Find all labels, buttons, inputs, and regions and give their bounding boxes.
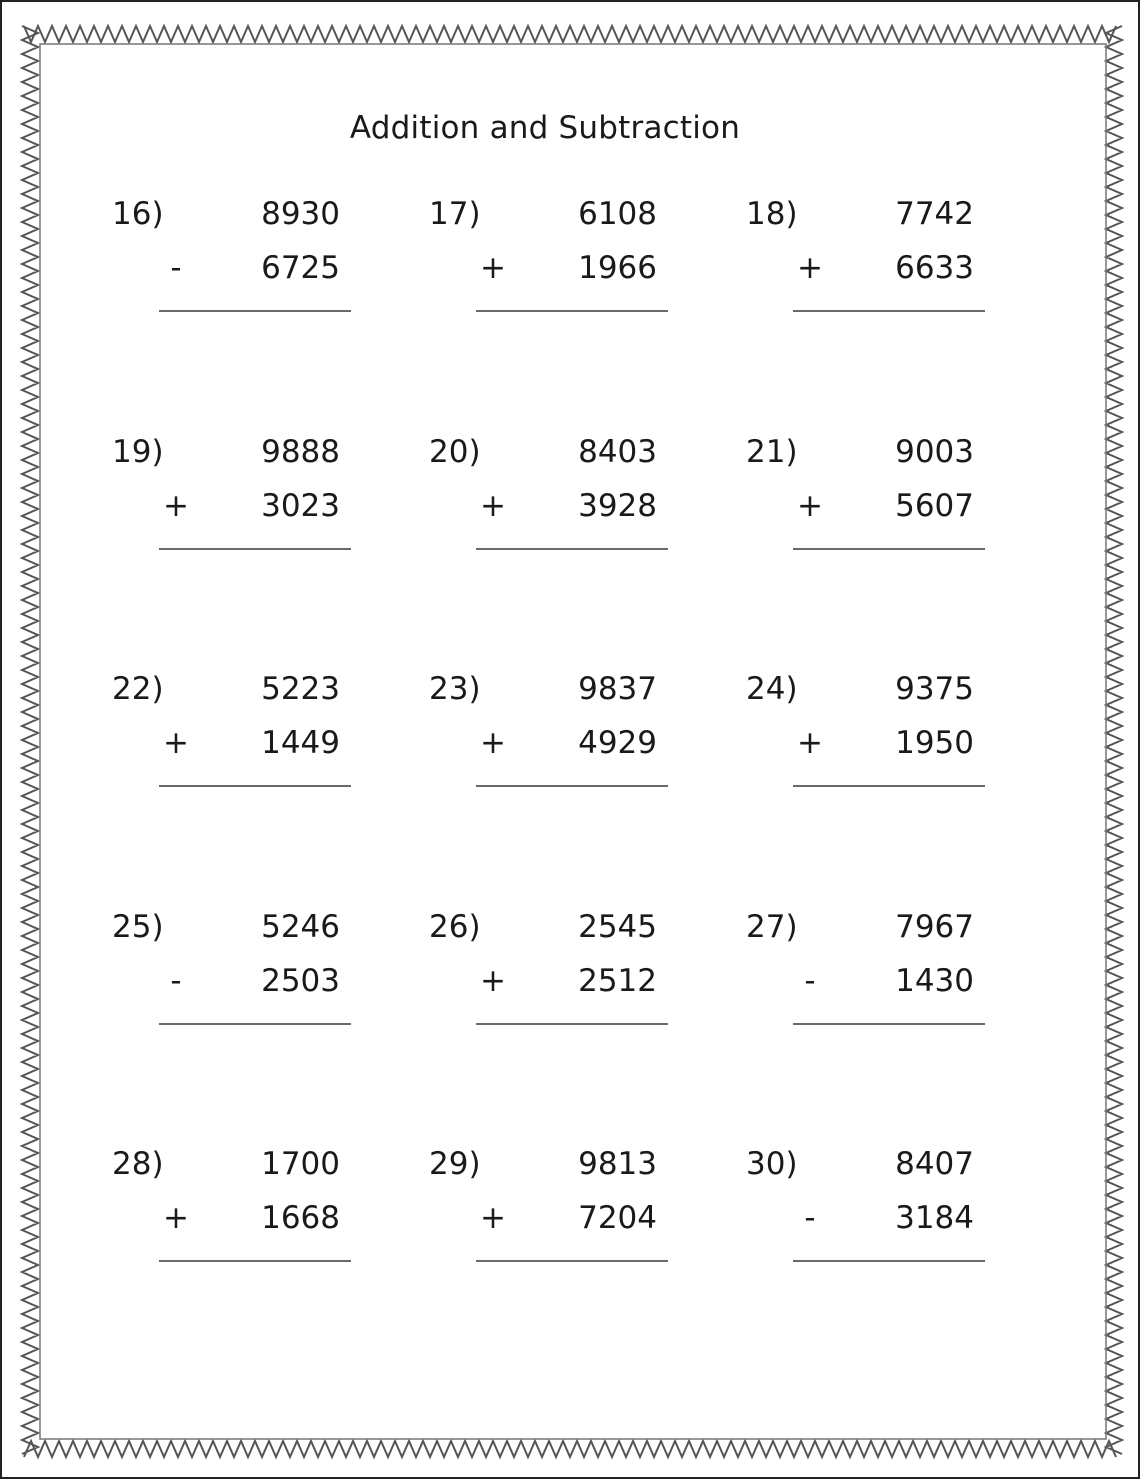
problem-number: 20)	[429, 434, 481, 470]
bottom-operand: 1966	[578, 250, 657, 286]
answer-line	[476, 785, 668, 787]
bottom-operand: 7204	[578, 1200, 657, 1236]
top-operand: 9813	[578, 1146, 657, 1182]
bottom-operand: 1449	[261, 725, 340, 761]
operator: -	[170, 250, 182, 286]
problem-19	[112, 434, 352, 564]
answer-line	[793, 548, 985, 550]
answer-line	[476, 310, 668, 312]
top-operand: 7967	[895, 909, 974, 945]
problem-26	[429, 909, 669, 1039]
problem-number: 29)	[429, 1146, 481, 1182]
top-operand: 9375	[895, 671, 974, 707]
problem-number: 26)	[429, 909, 481, 945]
operator: -	[170, 963, 182, 999]
top-operand: 9003	[895, 434, 974, 470]
problem-23	[429, 671, 669, 801]
worksheet-title: Addition and Subtraction	[349, 110, 741, 146]
answer-line	[476, 1260, 668, 1262]
problem-24	[746, 671, 986, 801]
problem-25	[112, 909, 352, 1039]
problem-22	[112, 671, 352, 801]
problem-number: 17)	[429, 196, 481, 232]
operator: +	[797, 488, 823, 524]
bottom-operand: 1668	[261, 1200, 340, 1236]
answer-line	[476, 548, 668, 550]
problem-number: 27)	[746, 909, 798, 945]
operator: -	[804, 1200, 816, 1236]
problem-number: 30)	[746, 1146, 798, 1182]
answer-line	[159, 548, 351, 550]
problem-number: 21)	[746, 434, 798, 470]
answer-line	[793, 1023, 985, 1025]
bottom-operand: 3023	[261, 488, 340, 524]
bottom-operand: 6725	[261, 250, 340, 286]
operator: +	[163, 725, 189, 761]
top-operand: 5223	[261, 671, 340, 707]
problem-number: 18)	[746, 196, 798, 232]
bottom-operand: 1430	[895, 963, 974, 999]
operator: +	[163, 488, 189, 524]
top-operand: 7742	[895, 196, 974, 232]
top-operand: 2545	[578, 909, 657, 945]
top-operand: 1700	[261, 1146, 340, 1182]
top-operand: 5246	[261, 909, 340, 945]
bottom-operand: 2512	[578, 963, 657, 999]
top-operand: 9837	[578, 671, 657, 707]
bottom-operand: 4929	[578, 725, 657, 761]
answer-line	[793, 785, 985, 787]
top-operand: 8403	[578, 434, 657, 470]
answer-line	[159, 1023, 351, 1025]
problem-number: 25)	[112, 909, 164, 945]
operator: +	[480, 250, 506, 286]
top-operand: 8930	[261, 196, 340, 232]
top-operand: 9888	[261, 434, 340, 470]
problem-18	[746, 196, 986, 326]
answer-line	[159, 1260, 351, 1262]
top-operand: 8407	[895, 1146, 974, 1182]
problem-30	[746, 1146, 986, 1276]
bottom-operand: 2503	[261, 963, 340, 999]
problem-20	[429, 434, 669, 564]
operator: -	[804, 963, 816, 999]
problem-number: 19)	[112, 434, 164, 470]
problem-number: 16)	[112, 196, 164, 232]
operator: +	[480, 488, 506, 524]
top-operand: 6108	[578, 196, 657, 232]
answer-line	[159, 310, 351, 312]
problem-16	[112, 196, 352, 326]
bottom-operand: 3184	[895, 1200, 974, 1236]
bottom-operand: 5607	[895, 488, 974, 524]
problem-28	[112, 1146, 352, 1276]
answer-line	[793, 1260, 985, 1262]
problem-number: 22)	[112, 671, 164, 707]
answer-line	[476, 1023, 668, 1025]
problem-17	[429, 196, 669, 326]
problem-27	[746, 909, 986, 1039]
operator: +	[163, 1200, 189, 1236]
bottom-operand: 3928	[578, 488, 657, 524]
problem-number: 23)	[429, 671, 481, 707]
problem-number: 24)	[746, 671, 798, 707]
answer-line	[159, 785, 351, 787]
answer-line	[793, 310, 985, 312]
bottom-operand: 1950	[895, 725, 974, 761]
problem-29	[429, 1146, 669, 1276]
bottom-operand: 6633	[895, 250, 974, 286]
problem-number: 28)	[112, 1146, 164, 1182]
problem-21	[746, 434, 986, 564]
operator: +	[480, 725, 506, 761]
operator: +	[480, 1200, 506, 1236]
operator: +	[480, 963, 506, 999]
operator: +	[797, 250, 823, 286]
operator: +	[797, 725, 823, 761]
